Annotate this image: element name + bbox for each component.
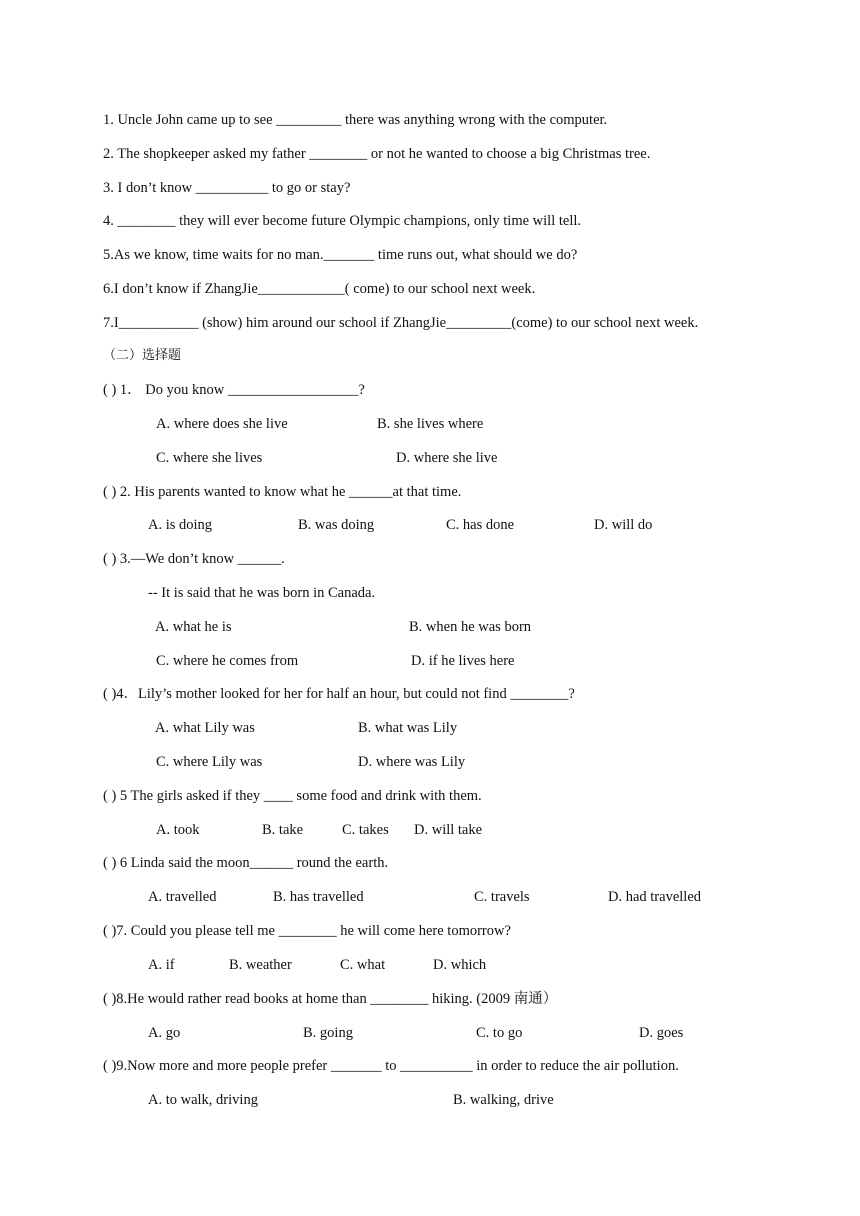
- question-stem-6: ( ) 6 Linda said the moon______ round the earth.: [103, 855, 389, 871]
- question-stem-7: ( )7. Could you please tell me ________ he will come here tomorrow?: [103, 923, 511, 939]
- question-stem-1: ( ) 1． Do you know __________________?: [103, 382, 365, 398]
- fill-blank-1: 1. Uncle John came up to see _________ there was anything wrong with the computer.: [103, 112, 608, 128]
- q8-option-d: D. goes: [639, 1025, 684, 1041]
- fill-blank-3: 3. I don’t know __________ to go or stay?: [103, 180, 351, 196]
- q6-option-d: D. had travelled: [608, 889, 702, 905]
- q9-option-a: A. to walk, driving: [148, 1092, 258, 1108]
- q8-option-b: B. going: [303, 1025, 353, 1041]
- q4-option-d: D. where was Lily: [358, 754, 466, 770]
- question-stem-3: ( ) 3.—We don’t know ______.: [103, 551, 285, 567]
- q2-option-d: D. will do: [594, 517, 653, 533]
- q4-option-c: C. where Lily was: [156, 754, 263, 770]
- question-stem-2: ( ) 2. His parents wanted to know what he ______at that time.: [103, 484, 462, 500]
- q2-option-a: A. is doing: [148, 517, 213, 533]
- q3-option-b: B. when he was born: [409, 619, 532, 635]
- q7-option-a: A. if: [148, 957, 175, 973]
- q8-option-a: A. go: [148, 1025, 181, 1041]
- q6-option-c: C. travels: [474, 889, 530, 905]
- q2-option-c: C. has done: [446, 517, 515, 533]
- question-stem-8: ( )8.He would rather read books at home than ________ hiking. (2009 南通）: [103, 991, 558, 1007]
- q6-option-a: A. travelled: [148, 889, 217, 905]
- q8-option-c: C. to go: [476, 1025, 523, 1041]
- fill-blank-5: 5.As we know, time waits for no man._______ time runs out, what should we do?: [103, 247, 578, 263]
- q5-option-c: C. takes: [342, 822, 389, 838]
- fill-blank-6: 6.I don’t know if ZhangJie____________( come) to our school next week.: [103, 281, 536, 297]
- q7-option-c: C. what: [340, 957, 386, 973]
- fill-blank-2: 2. The shopkeeper asked my father ________ or not he wanted to choose a big Christmas tree.: [103, 146, 651, 162]
- q3-context: -- It is said that he was born in Canada.: [148, 585, 376, 601]
- q1-option-c: C. where she lives: [156, 450, 263, 466]
- question-stem-5: ( ) 5 The girls asked if they ____ some food and drink with them.: [103, 788, 482, 804]
- q5-option-b: B. take: [262, 822, 304, 838]
- question-stem-4: ( )4．Lily’s mother looked for her for half an hour, but could not find ________?: [103, 686, 575, 702]
- question-stem-9: ( )9.Now more and more people prefer _______ to __________ in order to reduce the air pollution.: [103, 1058, 679, 1074]
- q4-option-b: B. what was Lily: [358, 720, 458, 736]
- q5-option-d: D. will take: [414, 822, 483, 838]
- q1-option-b: B. she lives where: [377, 416, 484, 432]
- q3-option-c: C. where he comes from: [156, 653, 299, 669]
- q3-option-d: D. if he lives here: [411, 653, 515, 669]
- fill-blank-4: 4. ________ they will ever become future Olympic champions, only time will tell.: [103, 213, 581, 229]
- q1-option-a: A. where does she live: [156, 416, 288, 432]
- q6-option-b: B. has travelled: [273, 889, 364, 905]
- q1-option-d: D. where she live: [396, 450, 498, 466]
- q4-option-a: A. what Lily was: [155, 720, 255, 736]
- fill-blank-7: 7.I___________ (show) him around our school if ZhangJie_________(come) to our school next week.: [103, 315, 699, 331]
- q9-option-b: B. walking, drive: [453, 1092, 554, 1108]
- q7-option-b: B. weather: [229, 957, 292, 973]
- q2-option-b: B. was doing: [298, 517, 375, 533]
- q5-option-a: A. took: [156, 822, 200, 838]
- q7-option-d: D. which: [433, 957, 487, 973]
- q3-option-a: A. what he is: [155, 619, 232, 635]
- section-heading: （二）选择题: [103, 348, 182, 363]
